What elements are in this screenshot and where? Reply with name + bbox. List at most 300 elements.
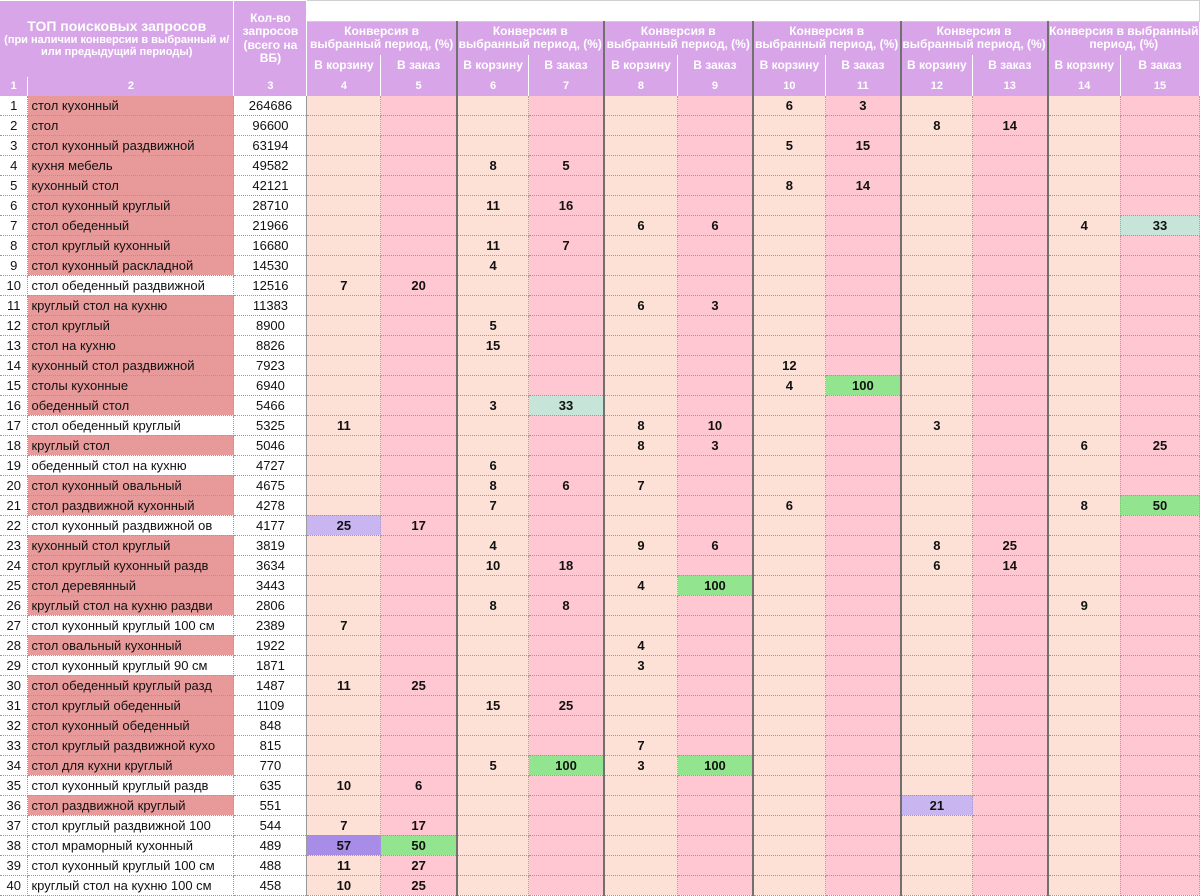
search-query-cell[interactable]: стол кухонный круглый 100 см [28, 855, 234, 875]
to-cart-cell[interactable] [307, 335, 381, 355]
to-cart-cell[interactable] [901, 595, 973, 615]
search-query-cell[interactable]: кухонный стол круглый [28, 535, 234, 555]
to-cart-cell[interactable] [604, 375, 678, 395]
to-order-cell[interactable] [973, 835, 1048, 855]
to-order-cell[interactable] [678, 875, 753, 895]
to-order-cell[interactable] [973, 675, 1048, 695]
to-cart-cell[interactable] [753, 635, 826, 655]
to-cart-cell[interactable] [753, 675, 826, 695]
to-order-cell[interactable] [1120, 455, 1199, 475]
to-cart-cell[interactable] [753, 555, 826, 575]
search-query-cell[interactable]: стол круглый [28, 315, 234, 335]
to-cart-cell[interactable] [753, 315, 826, 335]
to-order-cell[interactable] [381, 135, 457, 155]
to-order-cell[interactable] [529, 775, 604, 795]
to-cart-cell[interactable] [604, 275, 678, 295]
search-query-cell[interactable]: стол обеденный [28, 215, 234, 235]
to-order-cell[interactable]: 3 [826, 96, 901, 116]
to-cart-cell[interactable] [604, 615, 678, 635]
to-order-cell[interactable] [973, 295, 1048, 315]
to-order-cell[interactable] [529, 255, 604, 275]
to-cart-cell[interactable] [901, 475, 973, 495]
table-row[interactable] [0, 295, 1200, 315]
to-cart-cell[interactable] [753, 275, 826, 295]
to-order-cell[interactable] [529, 855, 604, 875]
to-order-cell[interactable] [381, 175, 457, 195]
to-order-cell[interactable] [826, 255, 901, 275]
to-order-cell[interactable] [973, 435, 1048, 455]
to-order-cell[interactable] [678, 395, 753, 415]
search-query-cell[interactable]: стол обеденный круглый [28, 415, 234, 435]
to-order-cell[interactable] [1120, 96, 1199, 116]
to-order-cell[interactable] [381, 255, 457, 275]
to-cart-cell[interactable] [901, 155, 973, 175]
to-order-cell[interactable] [826, 495, 901, 515]
to-cart-cell[interactable]: 8 [457, 595, 529, 615]
to-cart-cell[interactable] [604, 395, 678, 415]
to-order-cell[interactable]: 100 [678, 755, 753, 775]
to-order-cell[interactable] [973, 695, 1048, 715]
to-order-cell[interactable]: 15 [826, 135, 901, 155]
to-cart-cell[interactable] [1048, 715, 1121, 735]
to-cart-cell[interactable] [307, 235, 381, 255]
to-order-cell[interactable] [529, 375, 604, 395]
to-order-cell[interactable] [1120, 735, 1199, 755]
to-order-cell[interactable] [1120, 135, 1199, 155]
to-order-cell[interactable] [826, 775, 901, 795]
to-cart-cell[interactable] [753, 415, 826, 435]
to-order-cell[interactable] [678, 655, 753, 675]
to-cart-cell[interactable] [307, 195, 381, 215]
to-cart-cell[interactable] [307, 655, 381, 675]
to-cart-cell[interactable]: 6 [1048, 435, 1121, 455]
query-count-cell[interactable]: 16680 [234, 235, 307, 255]
to-order-cell[interactable] [826, 615, 901, 635]
to-cart-cell[interactable] [1048, 275, 1121, 295]
to-order-cell[interactable] [973, 275, 1048, 295]
to-order-cell[interactable]: 33 [1120, 215, 1199, 235]
table-row[interactable] [0, 535, 1200, 555]
to-order-cell[interactable] [1120, 255, 1199, 275]
to-cart-cell[interactable] [307, 475, 381, 495]
to-order-cell[interactable] [529, 455, 604, 475]
to-cart-cell[interactable] [753, 655, 826, 675]
table-row[interactable] [0, 415, 1200, 435]
to-cart-cell[interactable] [753, 575, 826, 595]
to-cart-cell[interactable] [901, 96, 973, 116]
to-cart-cell[interactable] [1048, 475, 1121, 495]
to-cart-cell[interactable]: 7 [457, 495, 529, 515]
table-row[interactable] [0, 615, 1200, 635]
to-cart-cell[interactable]: 7 [307, 275, 381, 295]
to-cart-cell[interactable] [753, 855, 826, 875]
to-order-cell[interactable] [1120, 415, 1199, 435]
to-cart-cell[interactable] [604, 455, 678, 475]
to-cart-cell[interactable] [457, 775, 529, 795]
to-cart-cell[interactable] [1048, 515, 1121, 535]
to-order-cell[interactable]: 25 [529, 695, 604, 715]
to-cart-cell[interactable]: 6 [901, 555, 973, 575]
to-cart-cell[interactable] [1048, 395, 1121, 415]
to-cart-cell[interactable] [1048, 455, 1121, 475]
table-row[interactable] [0, 355, 1200, 375]
to-order-cell[interactable] [678, 315, 753, 335]
to-cart-cell[interactable]: 4 [1048, 215, 1121, 235]
to-cart-cell[interactable] [901, 335, 973, 355]
to-cart-cell[interactable] [1048, 375, 1121, 395]
to-cart-cell[interactable] [753, 335, 826, 355]
to-order-cell[interactable] [678, 795, 753, 815]
query-count-cell[interactable]: 5466 [234, 395, 307, 415]
to-order-cell[interactable] [1120, 195, 1199, 215]
to-order-cell[interactable] [826, 735, 901, 755]
to-order-cell[interactable]: 17 [381, 815, 457, 835]
to-cart-cell[interactable] [307, 115, 381, 135]
to-order-cell[interactable] [1120, 395, 1199, 415]
to-order-cell[interactable] [826, 155, 901, 175]
table-row[interactable] [0, 115, 1200, 135]
to-order-cell[interactable] [529, 715, 604, 735]
to-cart-cell[interactable] [901, 135, 973, 155]
to-cart-cell[interactable] [753, 735, 826, 755]
to-cart-cell[interactable]: 3 [457, 395, 529, 415]
to-order-cell[interactable]: 16 [529, 195, 604, 215]
to-order-cell[interactable] [973, 775, 1048, 795]
to-cart-cell[interactable] [901, 215, 973, 235]
search-query-cell[interactable]: стол раздвижной кухонный [28, 495, 234, 515]
to-order-cell[interactable]: 18 [529, 555, 604, 575]
to-order-cell[interactable] [678, 695, 753, 715]
to-order-cell[interactable] [678, 275, 753, 295]
to-cart-cell[interactable] [604, 595, 678, 615]
query-count-cell[interactable]: 4675 [234, 475, 307, 495]
to-cart-cell[interactable] [604, 555, 678, 575]
to-order-cell[interactable] [529, 675, 604, 695]
to-order-cell[interactable] [678, 855, 753, 875]
to-cart-cell[interactable]: 11 [457, 235, 529, 255]
to-order-cell[interactable] [973, 415, 1048, 435]
search-query-cell[interactable]: стол обеденный круглый разд [28, 675, 234, 695]
to-cart-cell[interactable] [604, 175, 678, 195]
to-cart-cell[interactable] [457, 675, 529, 695]
to-order-cell[interactable] [529, 315, 604, 335]
to-cart-cell[interactable]: 11 [307, 415, 381, 435]
to-cart-cell[interactable] [604, 515, 678, 535]
to-cart-cell[interactable] [1048, 235, 1121, 255]
to-order-cell[interactable] [381, 435, 457, 455]
to-cart-cell[interactable]: 8 [457, 155, 529, 175]
to-order-cell[interactable]: 14 [973, 555, 1048, 575]
to-order-cell[interactable] [1120, 755, 1199, 775]
to-order-cell[interactable] [678, 155, 753, 175]
to-order-cell[interactable] [529, 335, 604, 355]
to-cart-cell[interactable]: 8 [901, 115, 973, 135]
to-order-cell[interactable] [826, 635, 901, 655]
to-cart-cell[interactable] [604, 235, 678, 255]
table-row[interactable] [0, 835, 1200, 855]
query-count-cell[interactable]: 1871 [234, 655, 307, 675]
to-order-cell[interactable] [1120, 475, 1199, 495]
to-cart-cell[interactable]: 4 [604, 575, 678, 595]
to-order-cell[interactable] [826, 795, 901, 815]
to-order-cell[interactable] [973, 615, 1048, 635]
to-cart-cell[interactable]: 11 [457, 195, 529, 215]
to-order-cell[interactable] [678, 235, 753, 255]
to-cart-cell[interactable] [457, 795, 529, 815]
query-count-cell[interactable]: 2806 [234, 595, 307, 615]
to-order-cell[interactable] [381, 235, 457, 255]
to-order-cell[interactable] [973, 815, 1048, 835]
search-query-cell[interactable]: кухня мебель [28, 155, 234, 175]
to-cart-cell[interactable] [307, 535, 381, 555]
to-order-cell[interactable] [678, 355, 753, 375]
to-cart-cell[interactable] [457, 435, 529, 455]
to-cart-cell[interactable]: 6 [604, 295, 678, 315]
to-order-cell[interactable] [973, 635, 1048, 655]
search-query-cell[interactable]: стол кухонный круглый 90 см [28, 655, 234, 675]
to-order-cell[interactable] [529, 295, 604, 315]
to-order-cell[interactable] [529, 735, 604, 755]
to-order-cell[interactable]: 10 [678, 415, 753, 435]
to-cart-cell[interactable] [457, 875, 529, 895]
search-query-cell[interactable]: стол деревянный [28, 575, 234, 595]
to-cart-cell[interactable] [457, 135, 529, 155]
to-order-cell[interactable] [826, 595, 901, 615]
to-order-cell[interactable] [381, 795, 457, 815]
to-order-cell[interactable] [1120, 535, 1199, 555]
query-count-cell[interactable]: 28710 [234, 195, 307, 215]
to-order-cell[interactable]: 14 [826, 175, 901, 195]
to-order-cell[interactable]: 25 [381, 875, 457, 895]
to-order-cell[interactable] [678, 255, 753, 275]
to-order-cell[interactable] [381, 395, 457, 415]
to-order-cell[interactable] [826, 535, 901, 555]
to-cart-cell[interactable] [901, 235, 973, 255]
to-cart-cell[interactable] [307, 355, 381, 375]
to-cart-cell[interactable] [1048, 735, 1121, 755]
query-count-cell[interactable]: 4727 [234, 455, 307, 475]
to-order-cell[interactable] [381, 295, 457, 315]
to-cart-cell[interactable] [1048, 195, 1121, 215]
to-cart-cell[interactable] [1048, 315, 1121, 335]
search-query-cell[interactable]: обеденный стол на кухню [28, 455, 234, 475]
to-order-cell[interactable] [529, 835, 604, 855]
table-row[interactable] [0, 375, 1200, 395]
search-query-cell[interactable]: столы кухонные [28, 375, 234, 395]
to-cart-cell[interactable] [307, 175, 381, 195]
to-order-cell[interactable]: 20 [381, 275, 457, 295]
to-order-cell[interactable] [826, 295, 901, 315]
to-order-cell[interactable]: 25 [973, 535, 1048, 555]
search-query-cell[interactable]: стол мраморный кухонный [28, 835, 234, 855]
to-cart-cell[interactable] [307, 395, 381, 415]
table-row[interactable] [0, 575, 1200, 595]
to-cart-cell[interactable] [604, 815, 678, 835]
to-order-cell[interactable] [826, 415, 901, 435]
to-order-cell[interactable] [826, 395, 901, 415]
table-row[interactable] [0, 635, 1200, 655]
to-cart-cell[interactable] [901, 515, 973, 535]
to-cart-cell[interactable]: 8 [604, 415, 678, 435]
to-cart-cell[interactable]: 4 [457, 255, 529, 275]
table-row[interactable] [0, 875, 1200, 895]
to-order-cell[interactable] [1120, 835, 1199, 855]
to-order-cell[interactable] [973, 375, 1048, 395]
search-query-cell[interactable]: стол кухонный круглый [28, 195, 234, 215]
to-order-cell[interactable] [678, 515, 753, 535]
to-cart-cell[interactable] [457, 215, 529, 235]
to-cart-cell[interactable] [307, 155, 381, 175]
query-count-cell[interactable]: 1487 [234, 675, 307, 695]
to-cart-cell[interactable] [307, 755, 381, 775]
to-order-cell[interactable] [1120, 855, 1199, 875]
to-cart-cell[interactable] [604, 775, 678, 795]
search-query-cell[interactable]: стол круглый обеденный [28, 695, 234, 715]
query-count-cell[interactable]: 7923 [234, 355, 307, 375]
query-count-cell[interactable]: 14530 [234, 255, 307, 275]
search-query-cell[interactable]: стол кухонный круглый 100 см [28, 615, 234, 635]
to-cart-cell[interactable] [753, 115, 826, 135]
to-order-cell[interactable]: 8 [529, 595, 604, 615]
to-cart-cell[interactable] [307, 635, 381, 655]
to-cart-cell[interactable] [753, 435, 826, 455]
to-cart-cell[interactable] [753, 715, 826, 735]
to-order-cell[interactable] [1120, 655, 1199, 675]
to-cart-cell[interactable] [1048, 775, 1121, 795]
to-cart-cell[interactable] [604, 135, 678, 155]
to-cart-cell[interactable]: 5 [457, 755, 529, 775]
to-cart-cell[interactable] [901, 575, 973, 595]
to-cart-cell[interactable] [1048, 675, 1121, 695]
search-query-cell[interactable]: обеденный стол [28, 395, 234, 415]
to-order-cell[interactable] [1120, 875, 1199, 895]
to-order-cell[interactable] [381, 495, 457, 515]
search-query-cell[interactable]: стол [28, 115, 234, 135]
to-cart-cell[interactable] [604, 335, 678, 355]
table-row[interactable] [0, 735, 1200, 755]
query-count-cell[interactable]: 12516 [234, 275, 307, 295]
to-cart-cell[interactable] [901, 815, 973, 835]
to-cart-cell[interactable] [604, 115, 678, 135]
to-order-cell[interactable] [826, 435, 901, 455]
to-cart-cell[interactable] [1048, 655, 1121, 675]
to-order-cell[interactable] [826, 475, 901, 495]
to-cart-cell[interactable] [901, 375, 973, 395]
to-order-cell[interactable] [529, 435, 604, 455]
query-count-cell[interactable]: 264686 [234, 96, 307, 116]
search-query-cell[interactable]: стол кухонный раздвижной ов [28, 515, 234, 535]
to-order-cell[interactable] [1120, 575, 1199, 595]
to-order-cell[interactable] [678, 135, 753, 155]
table-row[interactable] [0, 495, 1200, 515]
to-order-cell[interactable]: 17 [381, 515, 457, 535]
to-cart-cell[interactable] [901, 255, 973, 275]
to-cart-cell[interactable]: 8 [457, 475, 529, 495]
to-order-cell[interactable] [529, 515, 604, 535]
to-cart-cell[interactable] [901, 495, 973, 515]
to-order-cell[interactable] [826, 855, 901, 875]
table-row[interactable] [0, 175, 1200, 195]
to-cart-cell[interactable]: 5 [457, 315, 529, 335]
to-cart-cell[interactable]: 4 [457, 535, 529, 555]
table-row[interactable] [0, 275, 1200, 295]
to-order-cell[interactable]: 5 [529, 155, 604, 175]
to-cart-cell[interactable] [1048, 835, 1121, 855]
to-order-cell[interactable] [678, 815, 753, 835]
table-row[interactable] [0, 96, 1200, 116]
to-cart-cell[interactable] [1048, 415, 1121, 435]
to-order-cell[interactable] [826, 815, 901, 835]
to-order-cell[interactable] [678, 615, 753, 635]
to-order-cell[interactable] [1120, 115, 1199, 135]
search-query-cell[interactable]: стол круглый раздвижной кухо [28, 735, 234, 755]
to-order-cell[interactable] [973, 235, 1048, 255]
search-query-cell[interactable]: кухонный стол раздвижной [28, 355, 234, 375]
to-order-cell[interactable]: 7 [529, 235, 604, 255]
to-cart-cell[interactable] [604, 355, 678, 375]
to-order-cell[interactable] [1120, 175, 1199, 195]
query-count-cell[interactable]: 96600 [234, 115, 307, 135]
query-count-cell[interactable]: 1922 [234, 635, 307, 655]
table-row[interactable] [0, 855, 1200, 875]
query-count-cell[interactable]: 5046 [234, 435, 307, 455]
query-count-cell[interactable]: 488 [234, 855, 307, 875]
to-order-cell[interactable] [973, 735, 1048, 755]
to-cart-cell[interactable] [753, 595, 826, 615]
to-order-cell[interactable]: 25 [1120, 435, 1199, 455]
to-order-cell[interactable] [381, 415, 457, 435]
query-count-cell[interactable]: 489 [234, 835, 307, 855]
to-cart-cell[interactable] [753, 295, 826, 315]
search-query-cell[interactable]: круглый стол на кухню 100 см [28, 875, 234, 895]
to-order-cell[interactable] [973, 475, 1048, 495]
to-cart-cell[interactable]: 6 [604, 215, 678, 235]
query-count-cell[interactable]: 458 [234, 875, 307, 895]
to-order-cell[interactable] [973, 195, 1048, 215]
to-cart-cell[interactable] [753, 235, 826, 255]
to-order-cell[interactable] [973, 515, 1048, 535]
to-cart-cell[interactable] [604, 495, 678, 515]
to-order-cell[interactable] [826, 675, 901, 695]
to-cart-cell[interactable] [457, 295, 529, 315]
query-count-cell[interactable]: 42121 [234, 175, 307, 195]
to-order-cell[interactable] [529, 96, 604, 116]
search-query-cell[interactable]: стол круглый кухонный раздв [28, 555, 234, 575]
table-row[interactable] [0, 455, 1200, 475]
to-cart-cell[interactable]: 7 [307, 815, 381, 835]
to-order-cell[interactable] [973, 595, 1048, 615]
to-order-cell[interactable]: 6 [529, 475, 604, 495]
to-cart-cell[interactable]: 4 [753, 375, 826, 395]
to-cart-cell[interactable] [457, 815, 529, 835]
to-cart-cell[interactable] [901, 835, 973, 855]
to-order-cell[interactable] [381, 195, 457, 215]
to-cart-cell[interactable] [604, 675, 678, 695]
to-cart-cell[interactable] [753, 455, 826, 475]
to-cart-cell[interactable] [457, 515, 529, 535]
to-cart-cell[interactable] [457, 275, 529, 295]
to-cart-cell[interactable] [901, 635, 973, 655]
to-order-cell[interactable] [529, 275, 604, 295]
to-cart-cell[interactable] [307, 96, 381, 116]
to-cart-cell[interactable] [1048, 815, 1121, 835]
to-cart-cell[interactable]: 10 [307, 875, 381, 895]
to-cart-cell[interactable] [753, 255, 826, 275]
to-order-cell[interactable] [529, 135, 604, 155]
to-cart-cell[interactable] [901, 295, 973, 315]
to-order-cell[interactable] [678, 375, 753, 395]
to-cart-cell[interactable] [1048, 695, 1121, 715]
